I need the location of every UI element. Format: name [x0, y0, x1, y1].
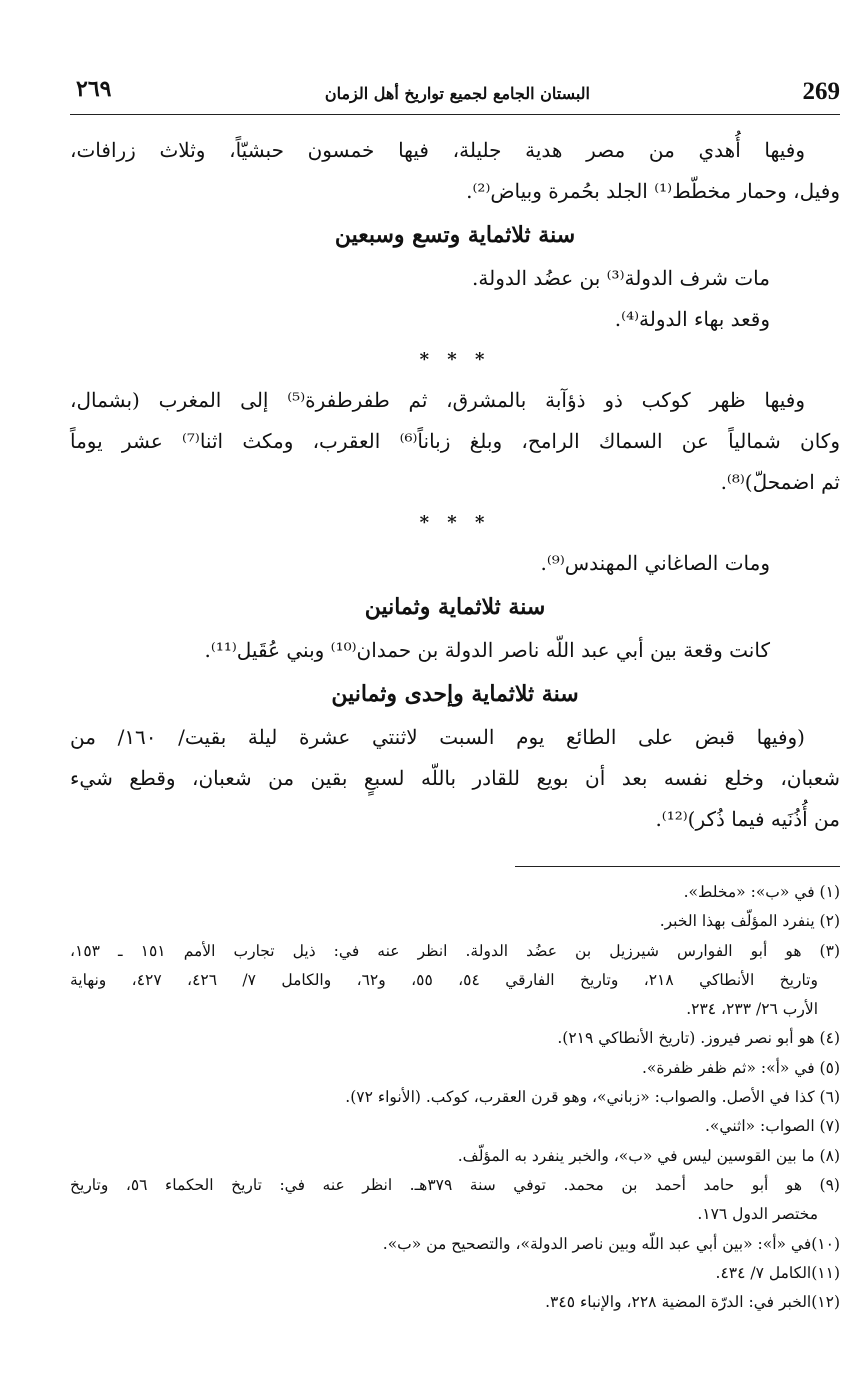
main-text: [70, 130, 840, 840]
paragraph-line: (وفيها قبض على الطائع يوم السبت لاثنتي عشرة ليلة بقيت/ ١٦٠/ من: [70, 725, 805, 749]
footnote: (٤) هو أبو نصر فيروز. (تاريخ الأنطاكي ٢١٩).: [557, 1029, 840, 1048]
paragraph-line: وفيها أُهدي من مصر هدية جليلة، فيها خمسون حبشيّاً، وثلاث زرافات،: [70, 138, 805, 162]
footnote: (٨) ما بين القوسين ليس في «ب»، والخبر ينفرد به المؤلّف.: [457, 1146, 840, 1165]
running-title: البستان الجامع لجميع تواريخ أهل الزمان: [324, 84, 590, 103]
paragraph-line: ومات الصاغاني المهندس⁽⁹⁾.: [540, 551, 770, 575]
section-separator: * * *: [419, 349, 491, 370]
paragraph-line: مات شرف الدولة⁽³⁾ بن عضُد الدولة.: [472, 266, 770, 290]
paragraph-line: وفيها ظهر كوكب ذو ذؤآبة بالمشرق، ثم طفرطفرة⁽⁵⁾ إلى المغرب (بشمال،: [70, 388, 805, 412]
footnote: (٢) ينفرد المؤلّف بهذا الخبر.: [659, 912, 840, 931]
footnote: (٩) هو أبو حامد أحمد بن محمد. توفي سنة ٣٧٩هـ. انظر عنه في: تاريخ الحكماء ٥٦، وتاريخ: [70, 1175, 840, 1194]
page-header: [70, 74, 840, 115]
paragraph-line: من أُذُنَيه فيما ذُكر)⁽¹²⁾.: [655, 807, 840, 831]
footnotes: [70, 878, 840, 1317]
footnote: (٥) في «أ»: «ثم ظفر ظفرة».: [642, 1058, 840, 1077]
footnote: (١) في «ب»: «مخلط».: [683, 883, 840, 901]
paragraph-line: شعبان، وخلع نفسه بعد أن بويع للقادر باللّه لسبعٍ بقين من شعبان، وقطع شيء: [70, 766, 840, 790]
paragraph-line: وفيل، وحمار مخطّط⁽¹⁾ الجلد بحُمرة وبياض⁽²⁾.: [466, 179, 840, 203]
footnote: (١٠)في «أ»: «بين أبي عبد اللّه وبين ناصر الدولة»، والتصحيح من «ب».: [382, 1234, 840, 1253]
footnote: (١١)الكامل ٧/ ٤٣٤.: [715, 1263, 840, 1282]
footnote-continuation: الأرب ٢٦/ ٢٣٣، ٢٣٤.: [686, 1000, 818, 1019]
paragraph-line: كانت وقعة بين أبي عبد اللّه ناصر الدولة بن حمدان⁽¹⁰⁾ وبني عُقَيل⁽¹¹⁾.: [204, 638, 770, 662]
footnote: (٧) الصواب: «اثني».: [705, 1117, 840, 1136]
paragraph-line: ثم اضمحلّ)⁽⁸⁾.: [720, 470, 840, 494]
page-number-arabic: ٢٦٩: [76, 76, 112, 102]
footnote: (١٢)الخبر في: الدرّة المضية ٢٢٨، والإنباء ٣٤٥.: [545, 1293, 840, 1312]
footnote-divider: [515, 866, 840, 867]
footnote: (٣) هو أبو الفوارس شيرزيل بن عضُد الدولة. انظر عنه في: ذيل تجارب الأمم ١٥١ ـ ١٥٣،: [70, 941, 840, 960]
section-heading: سنة ثلاثماية وثمانين: [364, 594, 546, 620]
footnote: (٦) كذا في الأصل. والصواب: «زباني»، وهو قرن العقرب، كوكب. (الأنواء ٧٢).: [345, 1088, 840, 1107]
section-heading: سنة ثلاثماية وتسع وسبعين: [334, 222, 576, 248]
footnote-continuation: مختصر الدول ١٧٦.: [697, 1205, 818, 1224]
paragraph-line: وقعد بهاء الدولة⁽⁴⁾.: [614, 307, 770, 331]
section-heading: سنة ثلاثماية وإحدى وثمانين: [331, 681, 579, 707]
footnote-continuation: وتاريخ الأنطاكي ٢١٨، وتاريخ الفارقي ٥٤، ٥٥، و٦٢، والكامل ٧/ ٤٢٦، ٤٢٧، ونهاية: [70, 970, 818, 989]
section-separator: * * *: [419, 512, 491, 533]
page-number-latin: 269: [802, 78, 840, 105]
paragraph-line: وكان شمالياً عن السماك الرامح، وبلغ زباناً⁽⁶⁾ العقرب، ومكث اثنا⁽⁷⁾ عشر يوماً: [70, 429, 840, 453]
